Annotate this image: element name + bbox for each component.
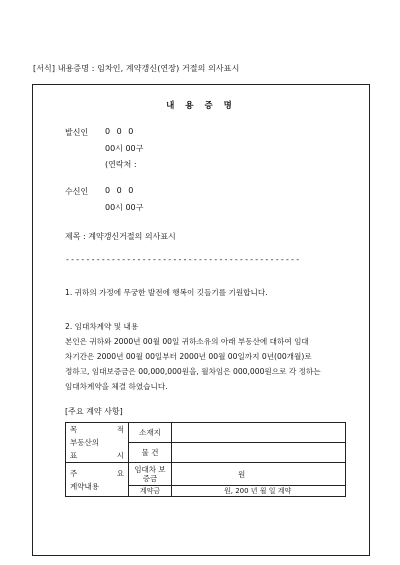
contract-date-label: 계약금: [129, 486, 172, 497]
deposit-label: 임대차 보증금: [129, 463, 172, 486]
deposit-value: 원: [172, 463, 346, 486]
recipient-address: 00시 00구: [105, 203, 144, 212]
recipient-label: 수신인: [65, 187, 89, 196]
location-value-cell: [172, 423, 346, 443]
sender-contact: (연락처 :: [105, 160, 137, 169]
building-value-cell: [172, 443, 346, 463]
contract-header-cell: [66, 463, 129, 497]
form-caption: [서식] 내용증명 : 임차인, 계약갱신(연장) 거절의 의사표시: [33, 64, 240, 73]
property-header-cell: [66, 423, 129, 463]
building-label: 물 건: [129, 443, 172, 463]
paragraph-contract-line: 정하고, 임대보증금은 00,000,000원을, 월차임은 000,000원으로 각 정하는: [65, 367, 321, 376]
paragraph-contract-line: 본인은 귀하와 2000년 00월 00일 귀하소유의 아래 부동산에 대하여 임대: [65, 337, 309, 346]
contract-date-value: 원, 200 년 월 일 계약: [172, 486, 346, 497]
paragraph-contract-line: 임대차계약을 체결 하였습니다.: [65, 382, 168, 391]
table-row: [66, 463, 346, 486]
location-label: 소재지: [129, 423, 172, 443]
subject-line: 제목 : 계약갱신거절의 의사표시: [65, 232, 176, 241]
paragraph-contract-line: 차기간은 2000년 00월 00일부터 2000년 00월 00일까지 0년(00개월)로: [65, 352, 312, 361]
contract-label-line: 주 요: [70, 468, 124, 478]
terms-heading: [주요 계약 사항]: [65, 407, 123, 416]
table-row: [66, 423, 346, 443]
contract-label-line: 계약내용: [70, 481, 99, 491]
recipient-name: 0 0 0: [105, 186, 136, 195]
sender-label: 발신인: [65, 128, 89, 137]
terms-table: [65, 422, 346, 497]
paragraph-contract-heading: 2. 임대차계약 및 내용: [65, 322, 139, 331]
document-frame: [32, 84, 370, 556]
property-label-line: 목 적: [70, 425, 124, 434]
paragraph-greeting: 1. 귀하의 가정에 무궁한 발전에 행복이 깃들기를 기원합니다.: [65, 288, 268, 297]
sender-address: 00시 00구: [105, 144, 144, 153]
property-label-line: 부동산의: [70, 438, 99, 447]
sender-name: 0 0 0: [105, 127, 136, 136]
property-label-line: 표 시: [70, 451, 124, 460]
divider-line: ----------------------------------------------: [65, 255, 301, 264]
document-title: 내 용 증 명: [166, 101, 236, 111]
